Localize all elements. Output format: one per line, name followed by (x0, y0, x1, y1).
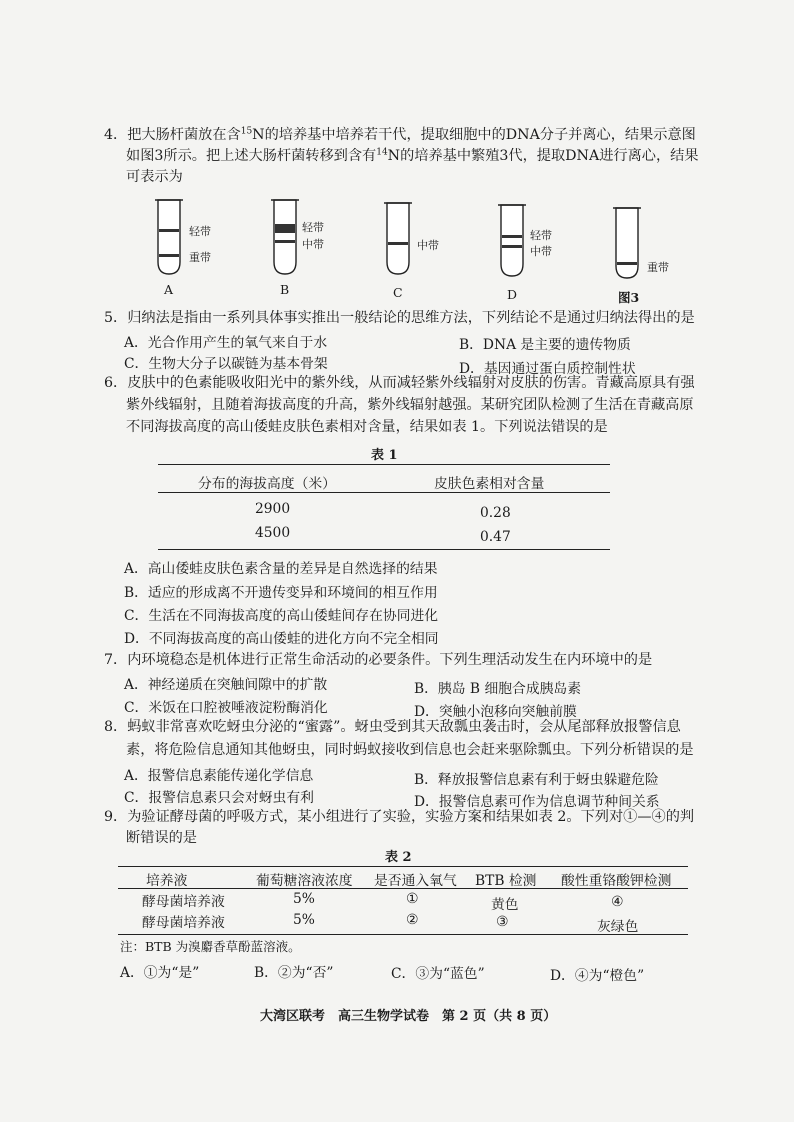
q6-line2: 紫外线辐射，且随着海拔高度的升高，紫外线辐射越强。某研究团队检测了生活在青藏高原 (126, 397, 694, 413)
q7-option-b: B．胰岛 B 细胞合成胰岛素 (414, 681, 582, 697)
table2-cell: ④ (611, 894, 624, 910)
tube-a-heavy-band (159, 254, 179, 257)
table2-cell: ① (406, 891, 419, 907)
q7-option-d: D．突触小泡移向突触前膜 (414, 704, 577, 720)
tube-fig3 (613, 208, 641, 278)
table1-cell: 0.47 (480, 529, 511, 545)
q5-stem: 5．归纳法是指由一系列具体事实推出一般结论的思维方法，下列结论不是通过归纳法得出的是 (104, 310, 695, 326)
q9-line1: 9．为验证酵母菌的呼吸方式，某小组进行了实验，实验方案和结果如表 2。下列对①—④的判 (104, 809, 695, 825)
table2-header-medium: 培养液 (146, 873, 188, 889)
table1-cell: 4500 (255, 525, 291, 541)
q9-option-a: A．①为“是” (120, 965, 200, 981)
tube-c-mid-band (388, 242, 408, 245)
q7-option-a: A．神经递质在突触间隙中的扩散 (124, 677, 328, 693)
table1-header-altitude: 分布的海拔高度（米） (198, 476, 336, 492)
tube-d-light-band (502, 235, 522, 238)
table1-top-rule (158, 464, 610, 465)
q4-line1: 4．把大肠杆菌放在含$^{15}$N的培养基中培养若干代，提取细胞中的DNA分子并离心，结果示意图 (104, 126, 696, 143)
tube-c-option-label: C (393, 285, 403, 300)
table2-cell: 5% (293, 912, 315, 928)
q6-option-c: C．生活在不同海拔高度的高山倭蛙间存在协同进化 (124, 608, 439, 624)
q6-option-d: D．不同海拔高度的高山倭蛙的进化方向不完全相同 (124, 631, 439, 647)
table2-cell: 灰绿色 (597, 919, 639, 935)
centrifuge-tubes-figure (0, 0, 794, 320)
q7-option-c: C．米饭在口腔被唾液淀粉酶消化 (124, 700, 328, 716)
table2-bottom-rule (118, 934, 688, 935)
table2-cell: 酵母菌培养液 (142, 915, 225, 931)
q8-option-b: B．释放报警信息素有利于蚜虫躲避危险 (414, 772, 659, 788)
table1-header-rule (158, 492, 610, 493)
table2-header-rule (118, 888, 688, 889)
q8-line2: 素，将危险信息通知其他蚜虫，同时蚂蚁接收到信息也会赶来驱除瓢虫。下列分析错误的是 (126, 742, 694, 758)
tube-a-light-band (159, 229, 179, 232)
q7-stem: 7．内环境稳态是机体进行正常生命活动的必要条件。下列生理活动发生在内环境中的是 (104, 652, 653, 668)
q8-option-d: D．报警信息素可作为信息调节种间关系 (414, 794, 660, 810)
tube-b-mid-label: 中带 (302, 238, 324, 251)
table2-header-oxygen: 是否通入氧气 (374, 873, 457, 889)
tube-a (155, 200, 183, 274)
figure-3-caption: 图3 (618, 290, 640, 305)
table1-cell: 2900 (255, 501, 291, 517)
q6-line1: 6．皮肤中的色素能吸收阳光中的紫外线，从而减轻紫外线辐射对皮肤的伤害。青藏高原具有强 (104, 375, 695, 391)
q6-option-b: B．适应的形成离不开遗传变异和环境间的相互作用 (124, 585, 438, 601)
tube-b-mid-band (275, 240, 295, 243)
table2-top-rule (118, 866, 688, 867)
tube-b-light-label: 轻带 (302, 221, 324, 234)
table2-caption: 表 2 (385, 850, 412, 865)
table2-header-glucose: 葡萄糖溶液浓度 (256, 873, 353, 889)
table2-header-dichromate: 酸性重铬酸钾检测 (561, 873, 672, 889)
tube-a-light-label: 轻带 (189, 225, 211, 238)
table2-header-btb: BTB 检测 (475, 873, 537, 889)
tube-d-mid-band (502, 245, 522, 248)
tube-b-light-band (275, 224, 295, 233)
page-footer: 大湾区联考 高三生物学试卷 第 2 页（共 8 页） (260, 1009, 557, 1024)
table1-caption: 表 1 (371, 448, 398, 463)
tube-a-option-label: A (164, 282, 174, 297)
tube-c (384, 203, 412, 274)
tube-fig3-heavy-label: 重带 (647, 261, 669, 274)
q5-option-a: A．光合作用产生的氧气来自于水 (124, 335, 328, 351)
table2-cell: ③ (496, 914, 509, 930)
q8-option-a: A．报警信息素能传递化学信息 (124, 768, 314, 784)
q9-option-c: C．③为“蓝色” (391, 966, 485, 982)
q8-line1: 8．蚂蚁非常喜欢吃蚜虫分泌的“蜜露”。蚜虫受到其天敌瓢虫袭击时，会从尾部释放报警信息 (104, 719, 681, 735)
q8-option-c: C．报警信息素只会对蚜虫有利 (124, 790, 314, 806)
table2-cell: 黄色 (491, 897, 519, 913)
tube-b-option-label: B (280, 282, 290, 297)
q4-line2: 如图3所示。把上述大肠杆菌转移到含有$^{14}$N的培养基中繁殖3代，提取DNA进行离心，结果 (126, 147, 699, 164)
table1-cell: 0.28 (480, 505, 511, 521)
table2-cell: 酵母菌培养液 (142, 894, 225, 910)
tube-fig3-heavy-band (617, 262, 637, 265)
table1-bottom-rule (158, 549, 610, 550)
tube-c-mid-label: 中带 (417, 239, 439, 252)
q9-option-d: D．④为“橙色” (550, 968, 645, 984)
table2-cell: 5% (293, 891, 315, 907)
table1-header-pigment: 皮肤色素相对含量 (434, 476, 545, 492)
q6-option-a: A．高山倭蛙皮肤色素含量的差异是自然选择的结果 (124, 561, 438, 577)
q4-line3: 可表示为 (126, 169, 183, 185)
tube-d (498, 205, 526, 276)
q6-line3: 不同海拔高度的高山倭蛙皮肤色素相对含量，结果如表 1。下列说法错误的是 (126, 419, 608, 435)
tube-d-option-label: D (507, 287, 518, 302)
table2-cell: ② (406, 912, 419, 928)
q5-option-d: D．基因通过蛋白质控制性状 (459, 361, 636, 377)
q9-line2: 断错误的是 (126, 830, 197, 846)
tube-a-heavy-label: 重带 (189, 251, 211, 264)
q5-option-c: C．生物大分子以碳链为基本骨架 (124, 356, 328, 372)
table2-note: 注：BTB 为溴麝香草酚蓝溶液。 (120, 939, 301, 954)
q9-option-b: B．②为“否” (254, 965, 334, 981)
tube-d-mid-label: 中带 (530, 245, 552, 258)
tube-b (271, 200, 299, 274)
q5-option-b: B．DNA 是主要的遗传物质 (459, 337, 631, 353)
tube-d-light-label: 轻带 (530, 229, 552, 242)
